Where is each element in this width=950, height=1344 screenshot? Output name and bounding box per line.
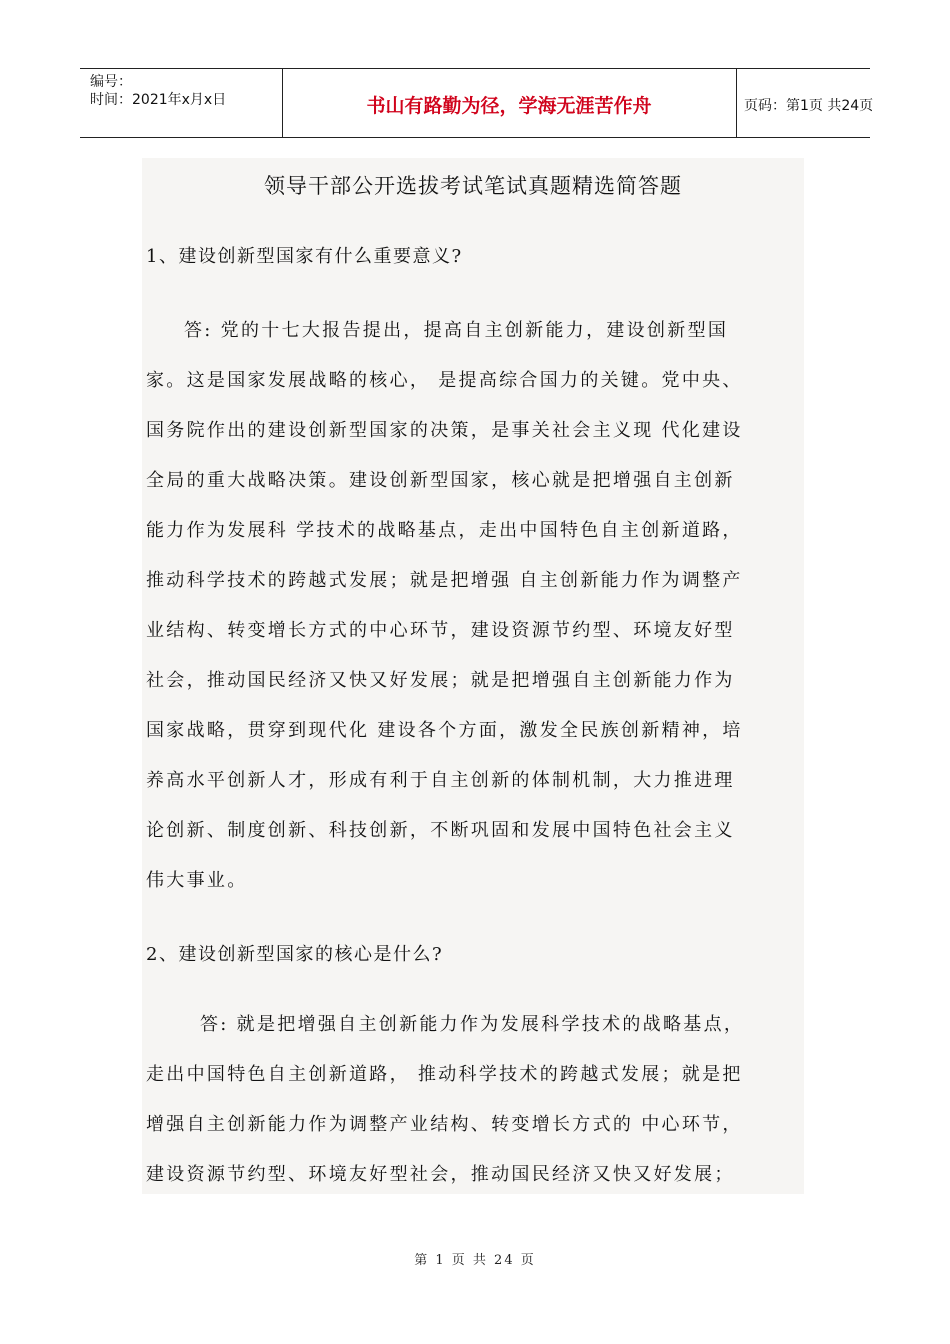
question-1: 1、建设创新型国家有什么重要意义? bbox=[146, 246, 463, 267]
answer-1-line: 国家战略，贯穿到现代化 建设各个方面，激发全民族创新精神，培 bbox=[146, 720, 743, 741]
answer-1-line: 论创新、制度创新、科技创新，不断巩固和发展中国特色社会主义 bbox=[146, 820, 735, 841]
header-page-cell bbox=[736, 69, 874, 137]
answer-1-line: 能力作为发展科 学技术的战略基点，走出中国特色自主创新道路， bbox=[146, 520, 743, 541]
document-body bbox=[142, 158, 804, 1194]
answer-1-line: 国务院作出的建设创新型国家的决策，是事关社会主义现 代化建设 bbox=[146, 420, 743, 441]
header-motto: 书山有路勤为径，学海无涯苦作舟 bbox=[366, 95, 652, 117]
answer-1-line: 业结构、转变增长方式的中心环节，建设资源节约型、环境友好型 bbox=[146, 620, 735, 641]
question-2: 2、建设创新型国家的核心是什么? bbox=[146, 944, 444, 965]
header-page-info: 页码：第1页 共24页 bbox=[744, 98, 874, 114]
page-footer: 第 1 页 共 24 页 bbox=[414, 1253, 536, 1268]
document-header bbox=[80, 68, 874, 138]
answer-1-line: 伟大事业。 bbox=[146, 870, 248, 891]
answer-1-line: 社会，推动国民经济又快又好发展；就是把增强自主创新能力作为 bbox=[146, 670, 735, 691]
answer-2-line: 建设资源节约型、环境友好型社会，推动国民经济又快又好发展； bbox=[146, 1164, 735, 1185]
header-meta-cell bbox=[80, 69, 283, 137]
answer-2-line: 走出中国特色自主创新道路， 推动科学技术的跨越式发展；就是把 bbox=[146, 1064, 743, 1085]
answer-1-line: 养高水平创新人才，形成有利于自主创新的体制机制，大力推进理 bbox=[146, 770, 735, 791]
answer-1-line: 全局的重大战略决策。建设创新型国家，核心就是把增强自主创新 bbox=[146, 470, 735, 491]
document-title: 领导干部公开选拔考试笔试真题精选简答题 bbox=[264, 174, 682, 198]
answer-2-line: 增强自主创新能力作为调整产业结构、转变增长方式的 中心环节， bbox=[146, 1114, 743, 1135]
doc-number-label: 编号： bbox=[90, 74, 132, 90]
answer-1-line: 推动科学技术的跨越式发展；就是把增强 自主创新能力作为调整产 bbox=[146, 570, 743, 591]
header-motto-cell bbox=[282, 69, 737, 137]
answer-1-line: 答: 党的十七大报告提出，提高自主创新能力，建设创新型国 bbox=[184, 320, 729, 341]
answer-1-line: 家。这是国家发展战略的核心， 是提高综合国力的关键。党中央、 bbox=[146, 370, 743, 391]
doc-date-label: 时间：2021年x月x日 bbox=[90, 92, 227, 108]
answer-2-line: 答: 就是把增强自主创新能力作为发展科学技术的战略基点， bbox=[200, 1014, 745, 1035]
